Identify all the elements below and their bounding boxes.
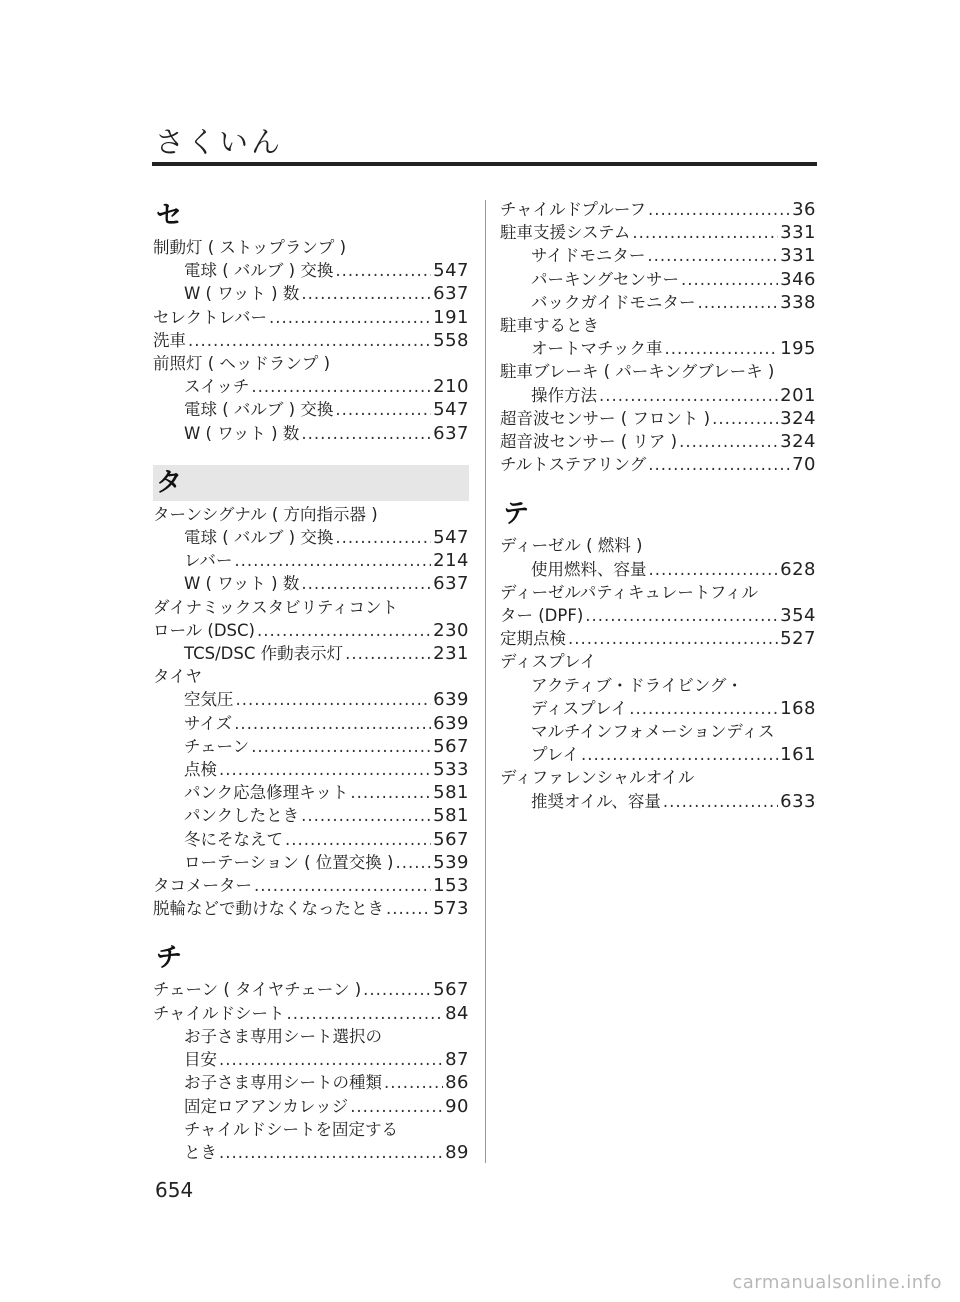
dot-leader [301,422,431,445]
entry-page-number: 637 [433,573,469,595]
index-entry [153,1025,469,1048]
dot-leader [395,851,431,874]
entry-page-number: 573 [433,898,469,920]
entry-page-number: 191 [433,306,469,328]
dot-leader [335,398,431,421]
index-entry [500,221,816,244]
entry-page-number: 331 [780,245,816,267]
dot-leader [648,198,790,221]
entry-page-number: 547 [433,399,469,421]
index-entry [153,712,469,735]
entry-term: ロール (DSC) [153,620,255,640]
index-entry [500,314,816,337]
dot-leader [681,268,778,291]
entry-term: チャイルドプルーフ [500,200,647,219]
index-entry [153,874,469,897]
dot-leader [257,619,431,642]
entry-term: W ( ワット ) 数 [184,574,300,594]
index-entry [153,1118,469,1141]
index-entry [153,329,469,352]
dot-leader [581,743,778,766]
index-entry [153,549,469,572]
header-rule [152,162,817,166]
entry-page-number: 89 [445,1141,469,1163]
entry-page-number: 581 [433,782,469,804]
watermark: carmanualsonline.info [732,1272,942,1293]
index-entry [500,581,816,604]
entry-term: アクティブ・ドライビング・ [531,675,743,695]
entry-term: W ( ワット ) 数 [184,284,300,304]
entry-term: W ( ワット ) 数 [184,423,300,443]
index-entry [500,453,816,476]
index-entry [153,1002,469,1025]
dot-leader [629,697,778,720]
entry-term: 推奨オイル、容量 [531,791,661,811]
entry-page-number: 539 [433,851,469,873]
entry-term: 電球 ( バルブ ) 交換 [184,261,334,281]
index-entry [153,781,469,804]
entry-page-number: 90 [445,1095,469,1117]
entry-term: サイズ [184,713,233,733]
entry-term: 電球 ( バルブ ) 交換 [184,400,334,420]
index-entry [153,526,469,549]
index-entry [153,978,469,1001]
dot-leader [335,259,431,282]
dot-leader [632,221,778,244]
index-entry [153,665,469,688]
dot-leader [234,712,431,735]
index-entry [153,828,469,851]
entry-term: パーキングセンサー [531,269,680,289]
section-heading: セ [156,201,183,231]
entry-term: チャイルドシート [153,1003,285,1023]
entry-page-number: 231 [433,643,469,665]
entry-page-number: 84 [445,1002,469,1024]
dot-leader [345,642,431,665]
entry-page-number: 567 [433,828,469,850]
entry-term: 固定ロアアンカレッジ [184,1096,349,1116]
index-entry [500,604,816,627]
index-entry [500,674,816,697]
dot-leader [665,337,779,360]
index-entry [153,398,469,421]
index-entry [500,790,816,813]
dot-leader [585,604,778,627]
entry-term: ターンシグナル ( 方向指示器 ) [153,504,378,524]
entry-term: 空気圧 [184,690,234,710]
entry-term: ローテーション ( 位置交換 ) [184,852,394,872]
dot-leader [269,306,431,329]
dot-leader [301,572,431,595]
entry-term: 超音波センサー ( リア ) [500,432,678,452]
entry-term: とき [184,1142,217,1162]
entry-term: 定期点検 [500,629,566,649]
index-entry [500,407,816,430]
index-entry [153,688,469,711]
entry-page-number: 567 [433,735,469,757]
index-entry [153,758,469,781]
entry-page-number: 628 [780,558,816,580]
entry-term: 使用燃料、容量 [531,559,647,579]
dot-leader [363,978,431,1001]
index-entry [153,422,469,445]
entry-term: セレクトレバー [153,307,268,327]
index-entry [500,743,816,766]
entry-term: ダイナミックスタビリティコント [153,597,399,617]
entry-term: チェーン [184,736,250,756]
dot-leader [219,1048,443,1071]
index-column-right [500,198,816,813]
dot-leader [712,407,778,430]
index-entry [500,627,816,650]
entry-page-number: 230 [433,619,469,641]
dot-leader [251,375,431,398]
index-entry [500,291,816,314]
entry-term: スイッチ [184,377,250,397]
entry-page-number: 527 [780,628,816,650]
index-entry [153,282,469,305]
entry-page-number: 214 [433,550,469,572]
section-heading: チ [156,943,183,974]
dot-leader [254,874,431,897]
dot-leader [285,828,431,851]
entry-page-number: 637 [433,422,469,444]
entry-page-number: 547 [433,260,469,282]
index-entry [153,1071,469,1094]
index-entry [500,650,816,673]
dot-leader [649,558,779,581]
dot-leader [335,526,431,549]
index-column-left [153,198,469,1164]
index-entry [153,1141,469,1164]
dot-leader [648,453,790,476]
index-entry [153,897,469,920]
index-entry [153,352,469,375]
index-entry [153,1048,469,1071]
index-entry [153,503,469,526]
entry-page-number: 87 [445,1049,469,1071]
dot-leader [679,430,778,453]
index-entry [500,244,816,267]
index-entry [500,337,816,360]
dot-leader [234,549,431,572]
index-entry [153,596,469,619]
entry-term: パンクしたとき [184,806,300,826]
entry-term: チャイルドシートを固定する [184,1119,399,1139]
dot-leader [236,688,432,711]
dot-leader [698,291,779,314]
entry-term: チルトステアリング [500,455,647,475]
entry-page-number: 70 [792,454,816,476]
entry-term: プレイ [531,745,580,765]
dot-leader [568,627,778,650]
index-entry [153,572,469,595]
index-entry [153,306,469,329]
entry-term: TCS/DSC 作動表示灯 [184,644,344,664]
index-entry [153,259,469,282]
entry-page-number: 346 [780,268,816,290]
index-entry [500,360,816,383]
entry-term: 制動灯 ( ストップランプ ) [153,238,347,257]
entry-term: 脱輪などで動けなくなったとき [153,899,384,919]
entry-term: サイドモニター [531,246,646,266]
dot-leader [350,1095,443,1118]
index-entry [153,236,469,259]
index-entry [153,735,469,758]
page-title: さくいん [155,125,284,159]
entry-term: レバー [184,551,233,571]
dot-leader [350,781,431,804]
entry-page-number: 331 [780,222,816,244]
entry-term: ディファレンシャルオイル [500,768,695,788]
dot-leader [663,790,778,813]
entry-term: 冬にそなえて [184,829,283,849]
dot-leader [647,244,778,267]
entry-term: ディーゼルパティキュレートフィル [500,582,759,602]
index-entry [153,804,469,827]
index-entry [500,384,816,407]
entry-page-number: 567 [433,979,469,1001]
entry-term: 電球 ( バルブ ) 交換 [184,528,334,548]
entry-page-number: 201 [780,384,816,406]
dot-leader [301,282,431,305]
dot-leader [599,384,778,407]
entry-term: 操作方法 [531,385,597,405]
entry-page-number: 639 [433,689,469,711]
dot-leader [384,1071,443,1094]
entry-page-number: 86 [445,1072,469,1094]
entry-term: ディスプレイ [500,652,597,672]
entry-term: お子さま専用シートの種類 [184,1073,382,1093]
entry-term: タコメーター [153,876,252,896]
entry-page-number: 338 [780,291,816,313]
index-entry [500,198,816,221]
entry-page-number: 581 [433,805,469,827]
entry-term: 洗車 [153,330,186,350]
entry-term: 超音波センサー ( フロント ) [500,408,711,428]
index-entry [500,697,816,720]
entry-page-number: 324 [780,431,816,453]
entry-term: 駐車支援システム [500,223,631,243]
index-entry [153,1095,469,1118]
entry-term: 駐車ブレーキ ( パーキングブレーキ ) [500,362,775,382]
entry-term: ター (DPF) [500,606,584,626]
entry-term: タイヤ [153,667,203,687]
index-entry [153,619,469,642]
entry-page-number: 168 [780,697,816,719]
entry-term: 目安 [184,1050,217,1070]
entry-page-number: 547 [433,527,469,549]
entry-page-number: 558 [433,329,469,351]
dot-leader [188,329,431,352]
dot-leader [251,735,431,758]
dot-leader [287,1002,444,1025]
entry-page-number: 210 [433,376,469,398]
entry-page-number: 354 [780,605,816,627]
index-entry [500,766,816,789]
index-entry [500,534,816,557]
entry-page-number: 324 [780,407,816,429]
entry-page-number: 533 [433,759,469,781]
dot-leader [219,758,431,781]
entry-page-number: 153 [433,875,469,897]
entry-page-number: 639 [433,712,469,734]
entry-page-number: 195 [780,338,816,360]
entry-term: 点検 [184,760,217,780]
entry-term: チェーン ( タイヤチェーン ) [153,980,362,1000]
dot-leader [386,897,431,920]
dot-leader [301,804,431,827]
column-divider [485,200,486,1163]
entry-term: ディスプレイ [531,698,628,718]
entry-term: 前照灯 ( ヘッドランプ ) [153,354,331,374]
entry-page-number: 161 [780,744,816,766]
entry-term: 駐車するとき [500,316,599,336]
entry-term: ディーゼル ( 燃料 ) [500,536,643,556]
entry-term: オートマチック車 [531,339,663,359]
entry-term: パンク応急修理キット [184,783,349,803]
entry-page-number: 633 [780,790,816,812]
section-heading: タ [153,465,469,501]
index-entry [500,720,816,743]
index-entry [500,268,816,291]
index-entry [153,375,469,398]
entry-term: マルチインフォメーションディス [531,722,775,742]
entry-term: お子さま専用シート選択の [184,1026,382,1046]
entry-term: バックガイドモニター [531,292,696,312]
entry-page-number: 36 [792,199,816,220]
index-entry [153,851,469,874]
section-heading: テ [503,499,530,530]
page-number: 654 [155,1178,194,1202]
index-entry [153,642,469,665]
index-entry [500,558,816,581]
index-entry [500,430,816,453]
dot-leader [219,1141,443,1164]
entry-page-number: 637 [433,283,469,305]
